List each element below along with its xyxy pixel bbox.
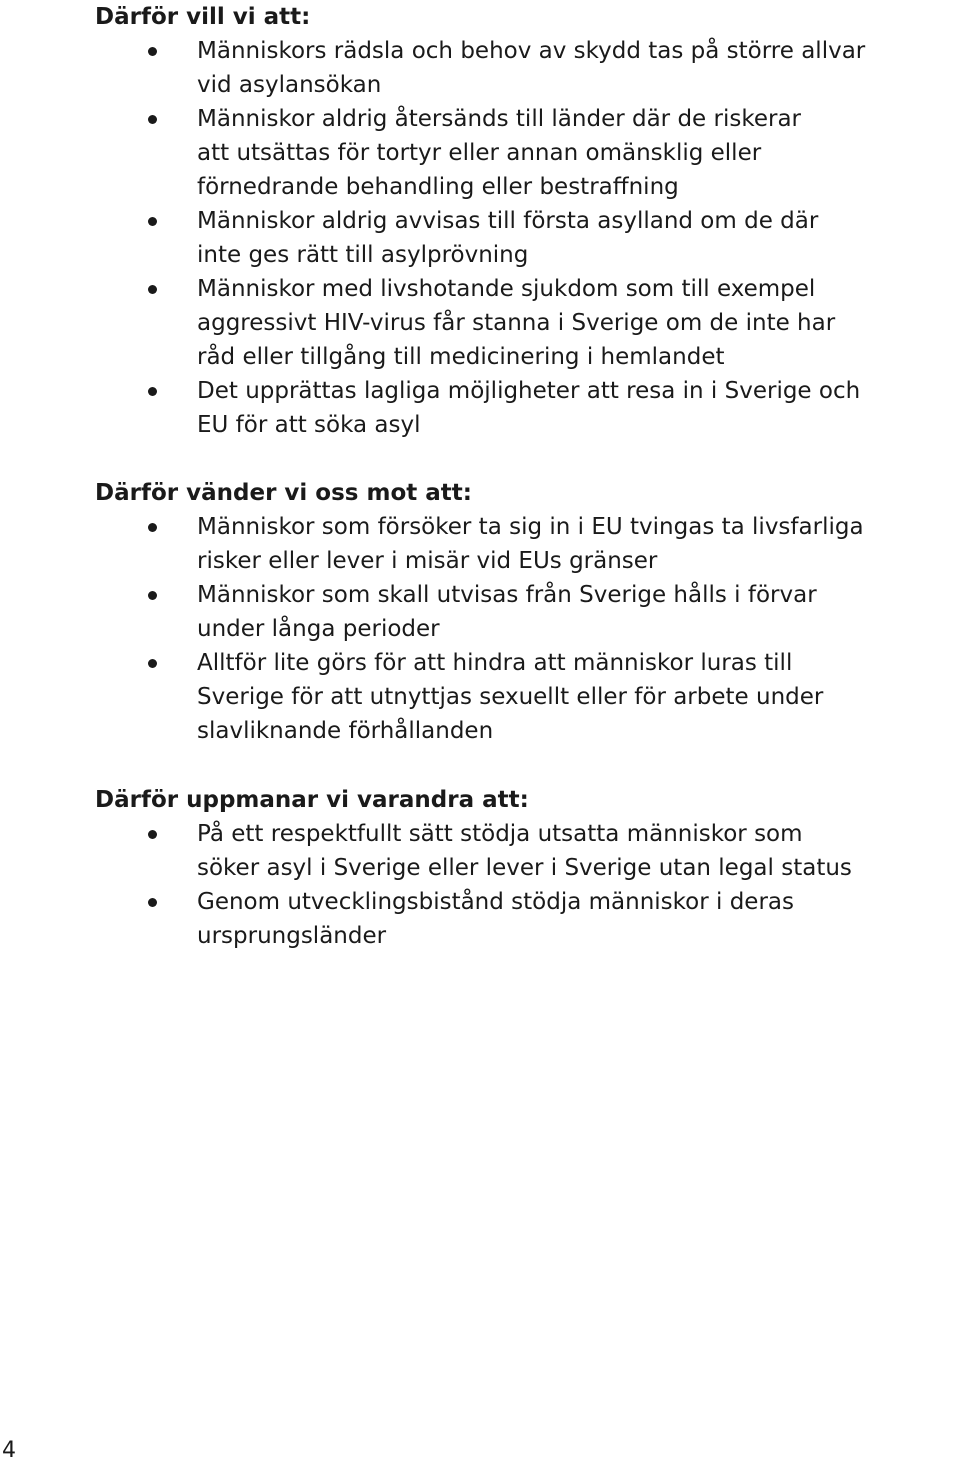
- list-item-text: På ett respektfullt sätt stödja utsatta människor som söker asyl i Sverige eller lever i Sverige utan legal status: [197, 821, 852, 881]
- list-item-text: Alltför lite görs för att hindra att människor luras till Sverige för att utnyttjas sexuellt eller för arbete under slavliknande förhållanden: [197, 650, 824, 744]
- list-item: [0, 817, 960, 885]
- bullet-dot-icon: [148, 591, 157, 600]
- list-item: [0, 646, 960, 748]
- bullet-dot-icon: [148, 285, 157, 294]
- list-item-text: Människor aldrig avvisas till första asylland om de där inte ges rätt till asylprövning: [197, 208, 819, 268]
- page-number: 4: [2, 1438, 16, 1463]
- bullet-dot-icon: [148, 659, 157, 668]
- bullet-dot-icon: [148, 830, 157, 839]
- bullet-dot-icon: [148, 898, 157, 907]
- list-item: [0, 272, 960, 374]
- list-item-text: Människor som skall utvisas från Sverige hålls i förvar under långa perioder: [197, 582, 817, 642]
- list-item-text: Genom utvecklingsbistånd stödja människor i deras ursprungsländer: [197, 889, 794, 949]
- list-item: [0, 374, 960, 442]
- bullet-dot-icon: [148, 387, 157, 396]
- section-heading: Därför vänder vi oss mot att:: [95, 480, 472, 506]
- list-item-text: Människor med livshotande sjukdom som till exempel aggressivt HIV-virus får stanna i Sverige om de inte har råd eller tillgång till medicinering i hemlandet: [197, 276, 836, 370]
- list-item: [0, 885, 960, 953]
- list-item: [0, 34, 960, 102]
- section-heading: Därför uppmanar vi varandra att:: [95, 787, 529, 813]
- section-heading: Därför vill vi att:: [95, 4, 311, 30]
- bullet-list: [0, 34, 960, 442]
- list-item-text: Det upprättas lagliga möjligheter att resa in i Sverige och EU för att söka asyl: [197, 378, 861, 438]
- list-item-text: Människor aldrig återsänds till länder där de riskerar att utsättas för tortyr eller annan omänsklig eller förnedrande behandling eller bestraffning: [197, 106, 801, 200]
- bullet-dot-icon: [148, 523, 157, 532]
- bullet-dot-icon: [148, 217, 157, 226]
- list-item: [0, 510, 960, 578]
- list-item: [0, 102, 960, 204]
- bullet-list: [0, 510, 960, 748]
- bullet-dot-icon: [148, 115, 157, 124]
- bullet-dot-icon: [148, 47, 157, 56]
- bullet-list: [0, 817, 960, 953]
- list-item-text: Människors rädsla och behov av skydd tas på större allvar vid asylansökan: [197, 38, 866, 98]
- list-item: [0, 578, 960, 646]
- list-item-text: Människor som försöker ta sig in i EU tvingas ta livsfarliga risker eller lever i misär vid EUs gränser: [197, 514, 864, 574]
- list-item: [0, 204, 960, 272]
